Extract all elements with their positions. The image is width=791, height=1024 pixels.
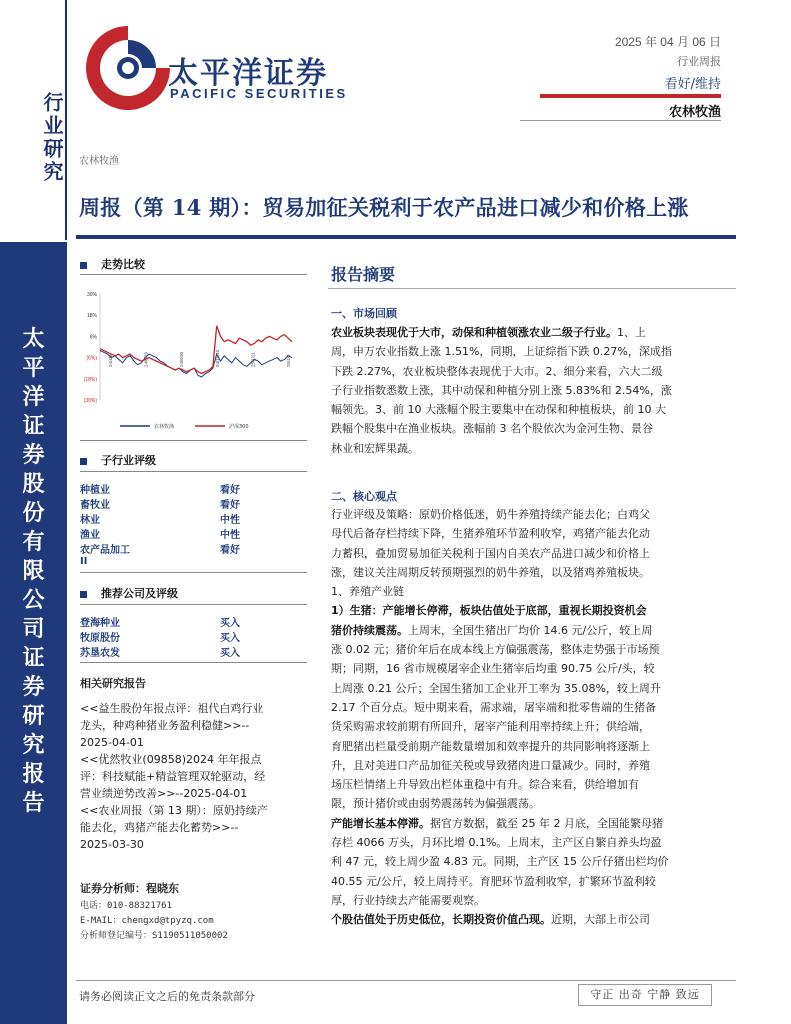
y-tick-label: (6%) — [86, 355, 97, 362]
sub-industry-rating: 中性 — [220, 530, 240, 541]
related-report-list — [80, 700, 305, 853]
summary-line: 育肥猪出栏量受前期产能数量增加和效率提升的共同影响将逐渐上 — [331, 739, 650, 753]
section-square-icon — [80, 458, 87, 465]
sub-industry-heading — [80, 452, 156, 468]
logo-name-cn: 太平洋证券 — [168, 56, 328, 91]
recommend-row — [80, 614, 290, 627]
sub-industry-name: 林业 — [80, 515, 100, 526]
summary-line: 40.55 元/公斤，较上周持平。育肥环节盈利收窄，扩繁环节盈利较 — [331, 874, 656, 888]
sub-industry-divider — [80, 471, 307, 472]
summary-line: 升，且对美进口产品加征关税或导致猪肉进口量减少。同时，养殖 — [331, 758, 650, 772]
logo-name-en: PACIFIC SECURITIES — [170, 86, 348, 101]
title-divider — [76, 235, 736, 239]
related-report-line: <<优然牧业(09858)2024 年年报点 — [80, 753, 262, 766]
chart-bottom-divider — [80, 440, 307, 441]
sub-industry-rating: 看好 — [220, 485, 240, 496]
x-tick-label: 24/6/19 — [143, 351, 149, 367]
related-report-line: 2025-04-01 — [80, 736, 144, 749]
summary-line: 限，预计猪价或由弱势震荡转为偏强震荡。 — [331, 797, 540, 811]
summary-line: 母代后备存栏持续下降，生猪养殖环节盈利收窄，鸡猪产能去化动 — [331, 527, 650, 541]
y-tick-label: (30%) — [83, 398, 97, 404]
y-tick-label: 6% — [89, 334, 97, 341]
report-date: 2025 年 04 月 06 日 — [614, 35, 721, 49]
summary-line: 周，申万农业指数上涨 1.51%，同期，上证综指下跌 0.27%，深成指 — [331, 345, 672, 359]
summary-line: 幅领先。3、前 10 大涨幅个股主要集中在动保和种植板块，前 10 大 — [331, 403, 666, 417]
sub-industry-rating: 看好 — [220, 545, 240, 556]
recommend-rating: 买入 — [220, 648, 240, 659]
footer-divider — [76, 980, 736, 981]
y-tick-label: (18%) — [83, 376, 97, 383]
related-report-line: <<农业周报（第 13 期）：原奶持续产 — [80, 804, 268, 817]
y-tick-label: 30% — [86, 292, 97, 298]
report-type: 行业周报 — [677, 55, 721, 68]
legend-label: 沪深300 — [229, 424, 249, 430]
related-report-line: <<益生股份年报点评：祖代白鸡行业 — [80, 702, 264, 715]
recommend-rating: 买入 — [220, 618, 240, 629]
summary-line: 农业板块表现优于大市，动保和种植领涨农业二级子行业。1、上 — [331, 326, 646, 339]
sub-industry-rating: 中性 — [220, 515, 240, 526]
sidebar-bottom-label: 太 平 洋 证 券 股 份 有 限 公 司 证 券 研 究 报 告 — [22, 326, 45, 816]
breadcrumb: 农林牧渔 — [79, 156, 119, 167]
sub-industry-row — [80, 496, 290, 509]
rating-underline — [540, 94, 721, 98]
pacific-logo-icon — [78, 18, 178, 118]
summary-line: 林业和宏辉果蔬。 — [331, 441, 419, 455]
footer-disclaimer: 请务必阅读正文之后的免责条款部分 — [79, 990, 255, 1003]
related-report-line: 能去化，鸡猪产能去化蓄势>>-- — [80, 821, 239, 834]
analyst-info — [80, 899, 228, 944]
recommend-heading — [80, 585, 178, 601]
summary-line: 1、养殖产业链 — [331, 585, 404, 599]
related-report-line: 2025-03-30 — [80, 838, 144, 851]
y-tick-label: 18% — [86, 313, 97, 320]
recommend-row — [80, 644, 290, 657]
summary-line: 场压栏情绪上升导致出栏体重稳中有升。综合来看，供给增加有 — [331, 778, 639, 792]
sub-industry-row — [80, 511, 290, 524]
summary-line: 1）生猪：产能增长停滞，板块估值处于底部，重视长期投资机会 — [331, 604, 647, 618]
recommend-name: 牧原股份 — [80, 633, 120, 644]
summary-line: 厚，行业持续去产能需要观察。 — [331, 893, 485, 907]
recommend-bottom-divider — [80, 662, 307, 663]
sub-industry-row — [80, 481, 290, 494]
sub-industry-name: 农产品加工 — [80, 545, 130, 556]
section-2-heading: 二、核心观点 — [331, 490, 397, 503]
market-review-text — [331, 323, 736, 458]
summary-line: 2.17 个百分点。短中期来看，需求端，屠宰端和批零售端的生猪备 — [331, 700, 656, 714]
recommend-divider — [80, 604, 307, 605]
related-report-line: 营业绩逆势改善>>--2025-04-01 — [80, 787, 248, 800]
analyst-heading: 证券分析师：程晓东 — [80, 882, 179, 895]
report-rating: 看好/维持 — [664, 77, 721, 92]
sub-industry-heading-text: 子行业评级 — [101, 454, 156, 467]
recommend-name: 苏垦农发 — [80, 648, 120, 659]
x-tick-label: 24/11/10 — [214, 349, 220, 367]
section-1-heading: 一、市场回顾 — [331, 307, 397, 320]
summary-line: 个股估值处于历史低位，长期投资价值凸现。近期，大部上市公司 — [331, 913, 650, 927]
page-title: 周报（第 14 期）：贸易加征关税利于农产品进口减少和价格上涨 — [79, 195, 689, 220]
sub-industry-row — [80, 541, 290, 554]
related-heading: 相关研究报告 — [80, 677, 146, 690]
trend-heading — [80, 256, 145, 272]
related-report-line: 龙头，种鸡种猪业务盈利稳健>>-- — [80, 719, 250, 732]
sub-industry-bottom-divider — [80, 572, 307, 573]
summary-line: 子行业指数悉数上涨，其中动保和种植分别上涨 5.83%和 2.54%，涨 — [331, 383, 672, 397]
summary-line: 猪价持续震荡。上周末，全国生猪出厂均价 14.6 元/公斤，较上周 — [331, 623, 653, 637]
trend-chart — [80, 285, 305, 435]
summary-line: 产能增长基本停滞。据官方数据，截至 25 年 2 月底，全国能繁母猪 — [331, 816, 663, 830]
summary-line: 行业评级及策略：原奶价格低迷，奶牛养殖持续产能去化；白鸡父 — [331, 508, 650, 521]
meta-divider — [520, 120, 721, 121]
sub-industry-rating: 看好 — [220, 500, 240, 511]
x-tick-label: 25/1/21 — [250, 351, 256, 367]
summary-title: 报告摘要 — [331, 265, 396, 284]
recommend-name: 登海种业 — [80, 618, 120, 629]
analyst-phone: 电话：010-88321761 — [80, 901, 173, 911]
sub-industry-row — [80, 526, 290, 539]
series-line-2 — [100, 326, 292, 374]
summary-line: 上周涨 0.21 公斤；全国生猪加工企业开工率为 35.08%，较上周升 — [331, 681, 661, 695]
recommend-rating: 买入 — [220, 633, 240, 644]
section-square-icon — [80, 262, 87, 269]
summary-line: 货采购需求较前期有所回升，屠宰产能利用率持续上升；供给端， — [331, 720, 650, 734]
x-tick-label: 24/8/30 — [179, 351, 185, 367]
related-report-line: 评：科技赋能+精益管理双轮驱动，经 — [80, 770, 266, 783]
section-square-icon — [80, 591, 87, 598]
summary-line: 力蓄积，叠加贸易加征关税利于国内自美农产品进口减少和价格上 — [331, 546, 650, 560]
summary-line: 下跌 2.27%，农业板块整体表现优于大市。2、细分来看，六大二级 — [331, 364, 663, 378]
summary-line: 期；同期，16 省市规模屠宰企业生猪宰后均重 90.75 公斤/头，较 — [331, 662, 655, 676]
report-sector: 农林牧渔 — [668, 105, 721, 120]
summary-line: 跌幅个股集中在渔业板块。涨幅前 3 名个股依次为金河生物、景谷 — [331, 422, 653, 436]
core-view-text — [331, 505, 736, 930]
trend-divider — [80, 274, 307, 275]
analyst-email[interactable]: E-MAIL：chengxd@tpyzq.com — [80, 916, 214, 926]
sub-industry-name: 渔业 — [80, 530, 100, 541]
sidebar-top-label: 行业研究 — [40, 92, 64, 184]
sub-industry-name: 畜牧业 — [80, 500, 110, 511]
summary-line: 存栏 4066 万头，月环比增 0.1%。上周末，主产区自繁自养头均盈 — [331, 836, 662, 850]
sub-industry-row — [80, 556, 290, 569]
x-tick-label: 25/4/3 — [286, 354, 291, 367]
recommend-row — [80, 629, 290, 642]
footer-motto: 守正 出奇 宁静 致远 — [578, 984, 712, 1006]
summary-line: 涨 0.02 元；猪价年后在成本线上方偏强震荡，整体走势强于市场预 — [331, 643, 660, 657]
sub-industry-name: 种植业 — [80, 485, 110, 496]
summary-divider — [328, 288, 736, 289]
sub-industry-name: II — [80, 556, 88, 567]
summary-line: 涨，建议关注周期反转预期强烈的奶牛养殖，以及猪鸡养殖板块。 — [331, 565, 650, 579]
summary-line: 利 47 元，较上周少盈 4.83 元。同期，主产区 15 公斤仔猪出栏均价 — [331, 855, 669, 869]
x-tick-label: 24/4/8 — [108, 354, 113, 367]
recommend-heading-text: 推荐公司及评级 — [101, 587, 178, 600]
analyst-cert: 分析师登记编号：S1190511050002 — [80, 931, 228, 941]
trend-heading-text: 走势比较 — [101, 258, 145, 271]
legend-label: 农林牧渔 — [154, 424, 175, 430]
